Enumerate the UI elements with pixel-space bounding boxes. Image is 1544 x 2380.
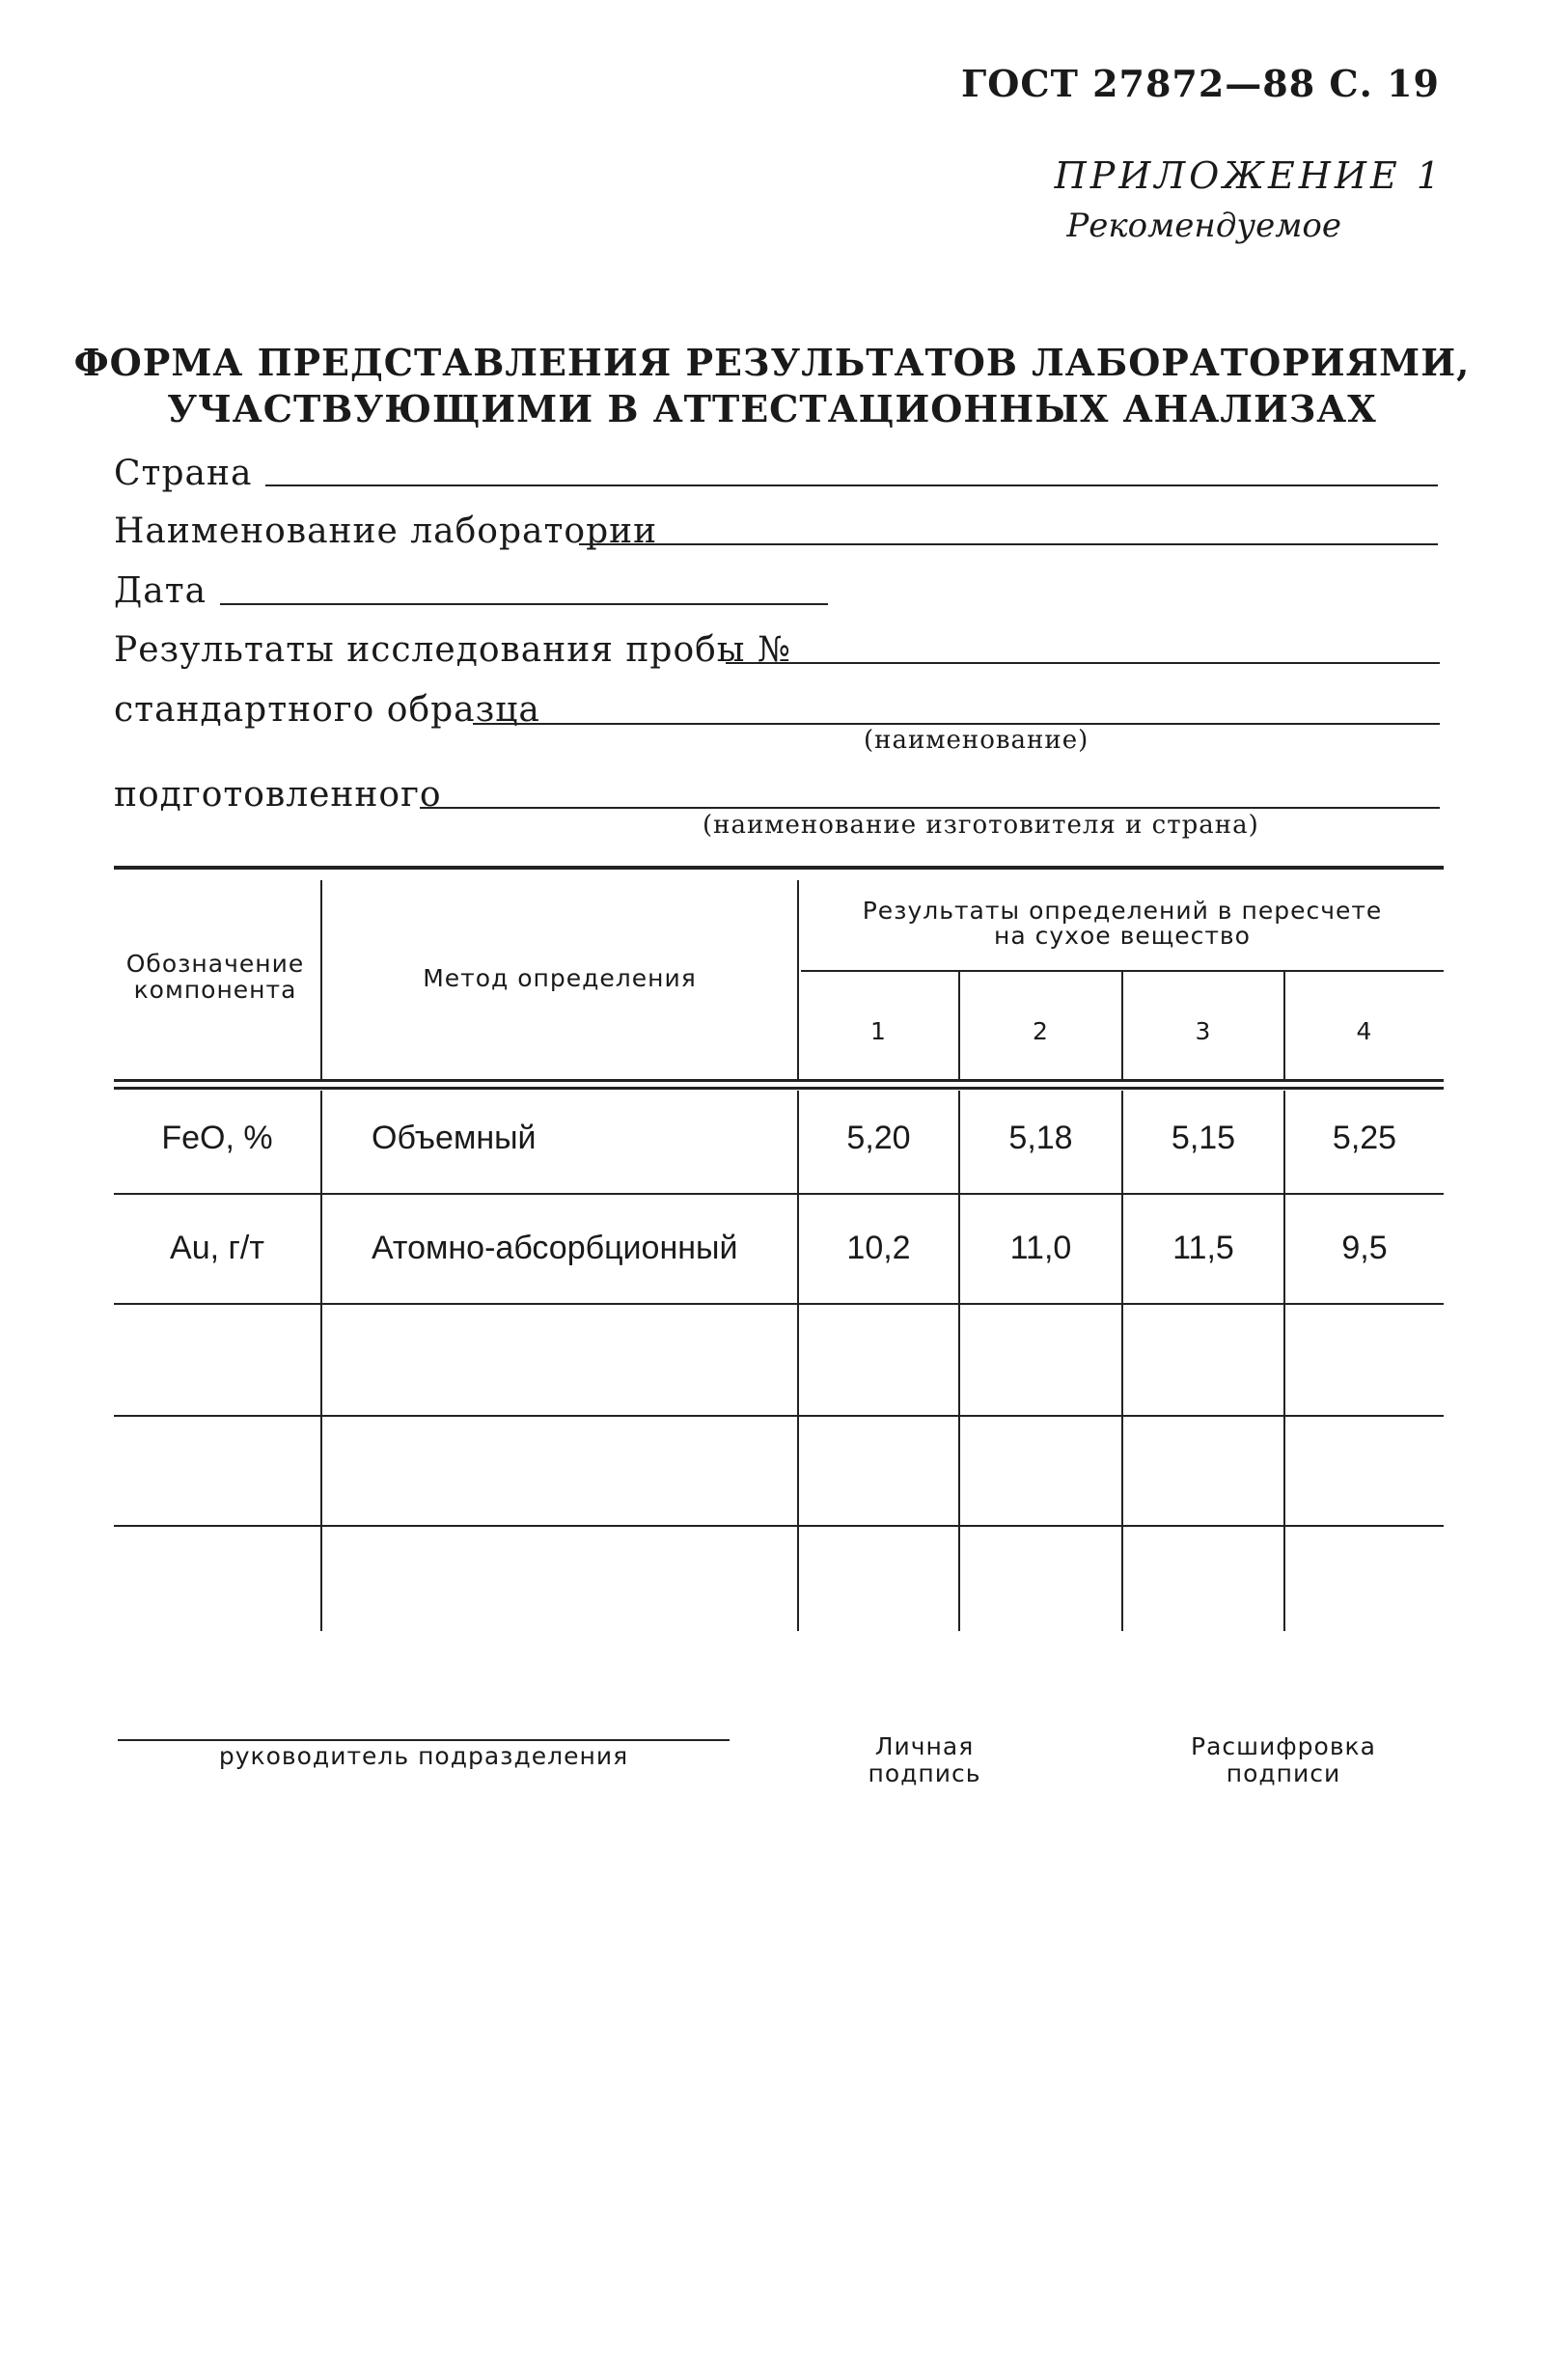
prepared-hint: (наименование изготовителя и страна) xyxy=(703,811,1259,840)
col-divider-2-header xyxy=(797,880,799,1079)
component-header: Обозначение компонента xyxy=(125,950,305,1004)
table-top-rule xyxy=(114,866,1444,870)
table-row-2-method: Атомно-абсорбционный xyxy=(372,1230,738,1266)
row-rule-3 xyxy=(114,1415,1444,1417)
col-divider-1-body xyxy=(320,1091,322,1631)
table-row-1-value-3: 5,15 xyxy=(1171,1120,1236,1156)
prepared-field-line[interactable] xyxy=(420,807,1440,809)
sample-number-field-line[interactable] xyxy=(726,662,1440,664)
signature-decoding-label-2: подписи xyxy=(1226,1759,1341,1787)
results-col-1-header: 1 xyxy=(870,1017,887,1045)
table-row-1-component: FeO, % xyxy=(161,1120,273,1156)
results-header-line1: Результаты определений в пересчете xyxy=(862,897,1383,925)
row-rule-2 xyxy=(114,1303,1444,1305)
table-row-2-value-2: 11,0 xyxy=(1009,1230,1072,1266)
col-divider-3-body xyxy=(958,1091,960,1631)
standard-sample-field-line[interactable] xyxy=(473,723,1440,725)
appendix-status: Рекомендуемое xyxy=(1066,207,1341,245)
country-label: Страна xyxy=(114,454,253,493)
form-title-line2: УЧАСТВУЮЩИМИ В АТТЕСТАЦИОННЫХ АНАЛИЗАХ xyxy=(167,387,1377,430)
results-col-4-header: 4 xyxy=(1356,1017,1373,1045)
table-row-2-value-3: 11,5 xyxy=(1172,1230,1234,1266)
table-row-2-value-4: 9,5 xyxy=(1341,1230,1388,1266)
table-row-2-value-1: 10,2 xyxy=(846,1230,911,1266)
table-row-1-method: Объемный xyxy=(372,1120,537,1156)
col-divider-5-body xyxy=(1283,1091,1285,1631)
personal-signature-label-2: подпись xyxy=(868,1759,981,1787)
head-label: руководитель подразделения xyxy=(218,1742,629,1770)
row-rule-4 xyxy=(114,1525,1444,1527)
table-row-1-value-4: 5,25 xyxy=(1332,1120,1397,1156)
table-row-2-component: Au, г/т xyxy=(170,1230,264,1266)
date-field-line[interactable] xyxy=(220,603,828,605)
personal-signature-label-1: Личная xyxy=(874,1732,975,1760)
col-divider-2-body xyxy=(797,1091,799,1631)
standard-code: ГОСТ 27872—88 С. 19 xyxy=(961,62,1440,105)
results-col-2-header: 2 xyxy=(1033,1017,1049,1045)
results-header-line2: на сухое вещество xyxy=(994,922,1251,950)
date-label: Дата xyxy=(114,571,207,611)
appendix-label: ПРИЛОЖЕНИЕ 1 xyxy=(1054,154,1444,197)
signature-decoding-label-1: Расшифровка xyxy=(1191,1732,1376,1760)
standard-sample-label: стандартного образца xyxy=(114,690,540,730)
form-title-line1: ФОРМА ПРЕДСТАВЛЕНИЯ РЕЗУЛЬТАТОВ ЛАБОРАТОРИЯМИ, xyxy=(73,341,1471,384)
lab-label: Наименование лаборатории xyxy=(114,512,658,551)
head-signature-line[interactable] xyxy=(118,1739,730,1741)
header-rule-2 xyxy=(114,1087,1444,1090)
country-field-line[interactable] xyxy=(265,484,1438,486)
prepared-label: подготовленного xyxy=(114,775,442,815)
col-divider-4-body xyxy=(1121,1091,1123,1631)
row-rule-1 xyxy=(114,1193,1444,1195)
lab-field-line[interactable] xyxy=(579,543,1438,545)
header-rule-1 xyxy=(114,1079,1444,1082)
results-col-3-header: 3 xyxy=(1195,1017,1212,1045)
standard-sample-hint: (наименование) xyxy=(864,726,1089,755)
table-row-1-value-2: 5,18 xyxy=(1008,1120,1073,1156)
results-label: Результаты исследования пробы № xyxy=(114,630,791,670)
method-header: Метод определения xyxy=(423,964,697,992)
table-row-1-value-1: 5,20 xyxy=(846,1120,911,1156)
